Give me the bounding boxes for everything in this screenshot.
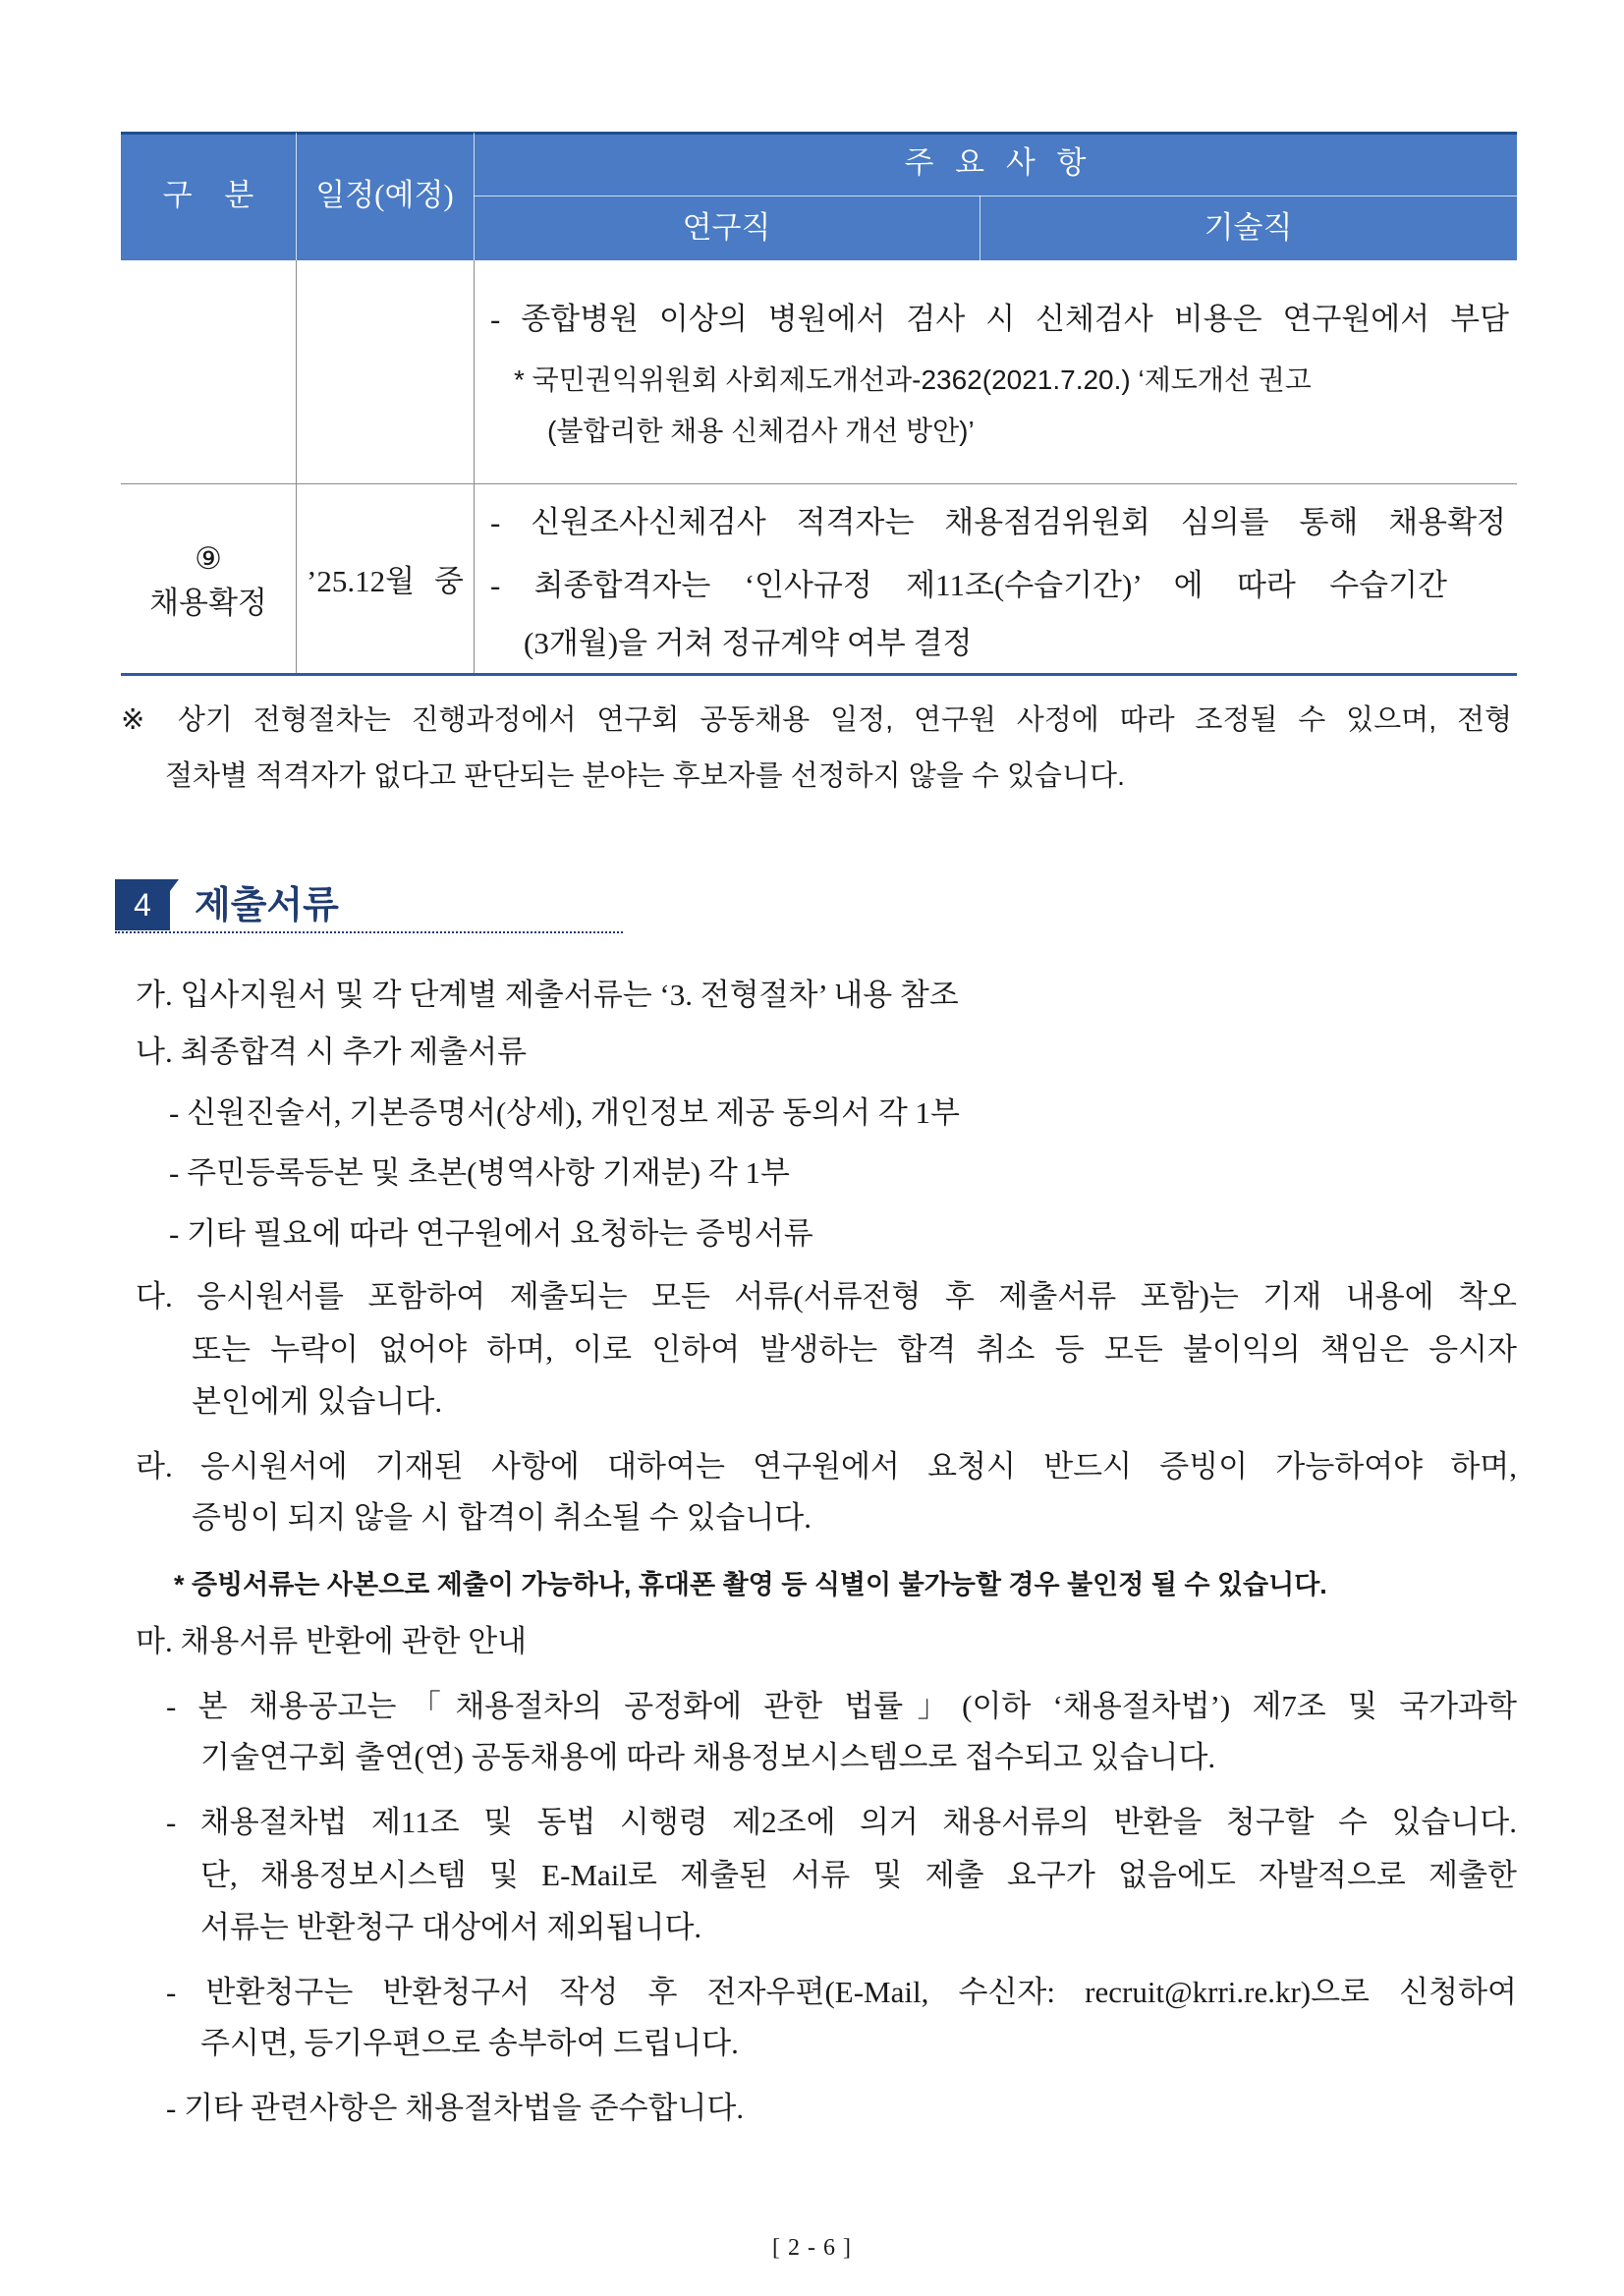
list-subitem: - 신원진술서, 기본증명서(상세), 개인정보 제공 동의서 각 1부 — [169, 1095, 960, 1130]
list-item: 라. 응시원서에 기재된 사항에 대하여는 연구원에서 요청시 반드시 증빙이 가능하여야 하며, — [136, 1449, 1517, 1484]
section-number-box: 4 — [115, 879, 170, 930]
list-item-continuation: 또는 누락이 없어야 하며, 이로 인하여 발생하는 합격 취소 등 모든 불이익의 책임은 응시자 — [192, 1332, 1517, 1367]
header-main-items: 주 요 사 항 — [904, 145, 1087, 180]
row1-line: (불합리한 채용 신체검사 개선 방안)’ — [547, 416, 975, 446]
list-subitem-continuation: 서류는 반환청구 대상에서 제외됩니다. — [200, 1910, 702, 1944]
row2-step-number: ⑨ — [195, 541, 222, 576]
list-item: 마. 채용서류 반환에 관한 안내 — [136, 1624, 528, 1658]
list-item: 가. 입사지원서 및 각 단계별 제출서류는 ‘3. 전형절차’ 내용 참조 — [136, 978, 959, 1012]
row2-line: (3개월)을 거쳐 정규계약 여부 결정 — [524, 626, 973, 660]
list-subitem-continuation: 기술연구회 출연(연) 공동채용에 따라 채용정보시스템으로 접수되고 있습니다. — [200, 1740, 1216, 1774]
page-number: [ 2 - 6 ] — [772, 2235, 851, 2261]
header-research: 연구직 — [682, 210, 771, 245]
list-item-continuation: 증빙이 되지 않을 시 합격이 취소될 수 있습니다. — [192, 1500, 812, 1535]
table-top-border — [121, 132, 1517, 135]
note-line: 절차별 적격자가 없다고 판단되는 분야는 후보자를 선정하지 않을 수 있습니다. — [165, 760, 1126, 792]
evidence-note: * 증빙서류는 사본으로 제출이 가능하나, 휴대폰 촬영 등 식별이 불가능할 경우 불인정 될 수 있습니다. — [174, 1570, 1327, 1599]
row2-schedule: ’25.12월 중 — [307, 564, 464, 598]
table-row-divider — [121, 483, 1517, 484]
list-subitem: - 본 채용공고는「채용절차의 공정화에 관한 법률」(이하 ‘채용절차법’) 제7조 및 국가과학 — [166, 1689, 1517, 1723]
header-schedule: 일정(예정) — [315, 178, 454, 212]
list-item-continuation: 본인에게 있습니다. — [192, 1384, 443, 1419]
list-subitem: - 기타 관련사항은 채용절차법을 준수합니다. — [166, 2091, 745, 2125]
row2-line: - 신원조사신체검사 적격자는 채용점검위원회 심의를 통해 채용확정 — [490, 505, 1506, 539]
list-subitem-continuation: 단, 채용정보시스템 및 E-Mail로 제출된 서류 및 제출 요구가 없음에도 자발적으로 제출한 — [200, 1858, 1517, 1892]
list-subitem: - 채용절차법 제11조 및 동법 시행령 제2조에 의거 채용서류의 반환을 청구할 수 있습니다. — [166, 1805, 1517, 1839]
table-column-line — [474, 260, 475, 674]
list-item: 나. 최종합격 시 추가 제출서류 — [136, 1035, 528, 1069]
note-line: ※ 상기 전형절차는 진행과정에서 연구회 공동채용 일정, 연구원 사정에 따라 조정될 수 있으며, 전형 — [121, 704, 1512, 736]
section-title: 제출서류 — [195, 885, 339, 926]
table-column-line — [296, 260, 297, 674]
row2-line: - 최종합격자는 ‘인사규정 제11조(수습기간)’ 에 따라 수습기간 — [490, 568, 1447, 602]
header-technical: 기술직 — [1204, 210, 1293, 245]
table-bottom-border — [121, 673, 1517, 676]
section-number-tab — [170, 879, 179, 891]
list-subitem: - 주민등록등본 및 초본(병역사항 기재분) 각 1부 — [169, 1155, 790, 1190]
header-category: 구 분 — [162, 178, 254, 212]
row2-step-name: 채용확정 — [149, 586, 267, 620]
list-subitem: - 반환청구는 반환청구서 작성 후 전자우편(E-Mail, 수신자: recruit@krri.re.kr)으로 신청하여 — [166, 1975, 1517, 2009]
list-item: 다. 응시원서를 포함하여 제출되는 모든 서류(서류전형 후 제출서류 포함)는 기재 내용에 착오 — [136, 1279, 1517, 1314]
list-subitem-continuation: 주시면, 등기우편으로 송부하여 드립니다. — [200, 2026, 739, 2060]
row1-line: - 종합병원 이상의 병원에서 검사 시 신체검사 비용은 연구원에서 부담 — [490, 302, 1509, 336]
row1-line: * 국민권익위원회 사회제도개선과-2362(2021.7.20.) ‘제도개선 권고 — [514, 364, 1312, 395]
section-title-underline — [115, 931, 623, 933]
list-subitem: - 기타 필요에 따라 연구원에서 요청하는 증빙서류 — [169, 1216, 813, 1251]
